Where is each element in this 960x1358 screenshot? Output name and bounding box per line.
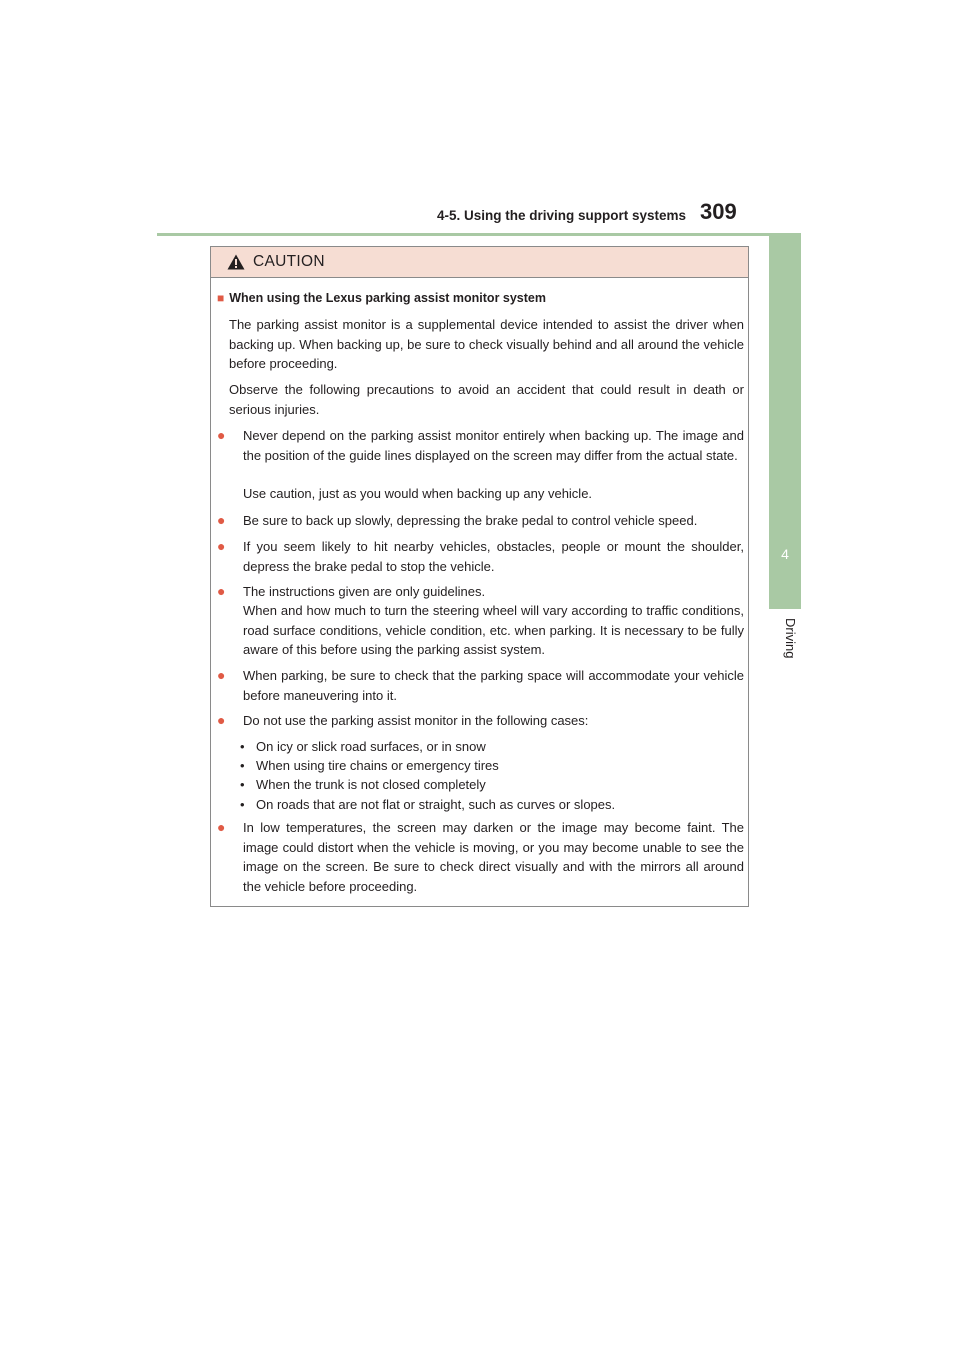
sub-marker: • <box>240 777 245 792</box>
bullet-continuation <box>217 484 744 504</box>
bullet-text: Do not use the parking assist monitor in the following cases: <box>243 713 589 728</box>
bullet-text: When parking, be sure to check that the parking space will accommodate your vehicle before maneuvering into it. <box>243 668 744 703</box>
caution-title: CAUTION <box>253 253 325 270</box>
bullet-text: Use caution, just as you would when backing up any vehicle. <box>243 486 593 501</box>
bullet-text: In low temperatures, the screen may darken or the image may become faint. The image could distort when the vehicle is moving, or you may become unable to see the image on the screen. Be sure to check direct visually and with the mirrors all around the vehicle before proceeding. <box>243 820 744 894</box>
sub-item-text: On roads that are not flat or straight, such as curves or slopes. <box>256 797 616 812</box>
chapter-label: Driving <box>783 618 798 659</box>
bullet-text: Be sure to back up slowly, depressing the brake pedal to control vehicle speed. <box>243 513 698 528</box>
bullet-marker: ● <box>217 427 226 443</box>
caution-header <box>211 247 748 278</box>
bullet-marker: ● <box>217 512 226 528</box>
caution-box <box>210 246 749 907</box>
bullet-item <box>217 426 744 465</box>
intro-paragraph: The parking assist monitor is a supplemental device intended to assist the driver when backing up. When backing up, be sure to check visually behind and all around the vehicle before proceeding. <box>229 317 744 371</box>
chapter-number: 4 <box>781 546 789 562</box>
bullet-item <box>217 537 744 576</box>
bullet-item <box>217 582 744 602</box>
header-divider <box>157 233 801 236</box>
sub-list-item <box>240 756 720 776</box>
heading-marker: ■ <box>217 291 225 305</box>
bullet-item <box>217 511 744 531</box>
bullet-marker: ● <box>217 712 226 728</box>
sub-list-item <box>240 775 720 795</box>
sub-item-text: When the trunk is not closed completely <box>256 777 486 792</box>
bullet-marker: ● <box>217 819 226 835</box>
bullet-text: The instructions given are only guidelines. <box>243 584 486 599</box>
sub-item-text: When using tire chains or emergency tires <box>256 758 499 773</box>
sub-list-item <box>240 795 720 815</box>
sub-list-item <box>240 737 720 757</box>
section-heading-text: When using the Lexus parking assist monitor system <box>229 291 546 305</box>
sub-marker: • <box>240 739 245 754</box>
sub-marker: • <box>240 758 245 773</box>
warning-triangle-icon <box>227 254 245 270</box>
bullet-text: When and how much to turn the steering wheel will vary according to traffic conditions, road surface conditions, vehicle condition, etc. when parking. It is necessary to be fully aware of this before using the parking assist system. <box>243 603 744 657</box>
bullet-text: Never depend on the parking assist monitor entirely when backing up. The image and the position of the guide lines displayed on the screen may differ from the actual state. <box>243 428 744 463</box>
bullet-item <box>217 666 744 705</box>
section-heading <box>217 289 546 309</box>
bullet-marker: ● <box>217 667 226 683</box>
bullet-text: If you seem likely to hit nearby vehicles, obstacles, people or mount the shoulder, depress the brake pedal to stop the vehicle. <box>243 539 744 574</box>
bullet-item <box>217 711 744 731</box>
precaution-paragraph: Observe the following precautions to avoid an accident that could result in death or serious injuries. <box>229 382 744 417</box>
sub-marker: • <box>240 797 245 812</box>
page-number: 309 <box>700 199 737 224</box>
bullet-continuation <box>217 601 744 660</box>
sub-item-text: On icy or slick road surfaces, or in snow <box>256 739 486 754</box>
bullet-item <box>217 818 744 896</box>
bullet-marker: ● <box>217 538 226 554</box>
section-title: 4-5. Using the driving support systems <box>436 208 686 223</box>
bullet-marker: ● <box>217 583 226 599</box>
